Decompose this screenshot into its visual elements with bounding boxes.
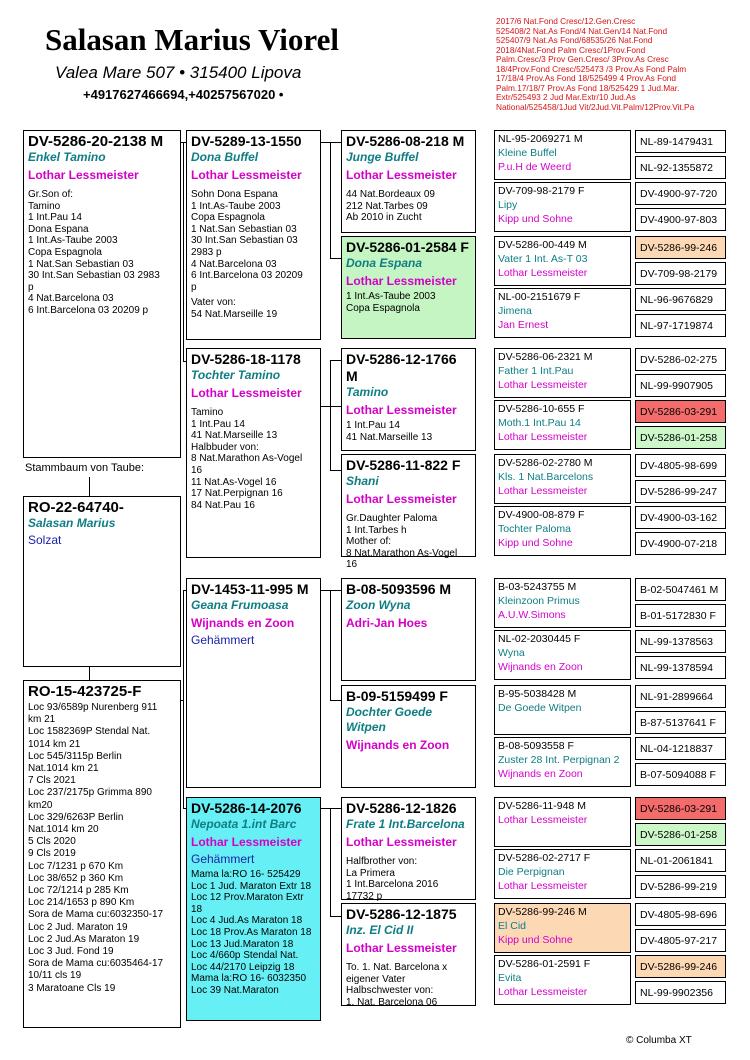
parent-card[interactable] [186,578,321,788]
ring-number: B-01-5172830 F [640,610,716,622]
g4-card[interactable] [635,604,726,627]
ring-number: DV-5286-01-2591 F [498,958,591,970]
ring-number: DV-5286-03-291 [640,803,718,815]
ring-number: NL-99-1378594 [640,662,713,674]
ring-number: DV-5289-13-1550 [191,133,302,149]
ring-number: NL-89-1479431 [640,136,713,148]
g3-card[interactable] [494,903,631,953]
pigeon-color: Gehämmert [191,852,255,866]
ring-number: NL-91-2899664 [640,691,713,703]
g3-card[interactable] [494,400,631,450]
ring-number: DV-5286-20-2138 M [28,133,164,150]
pigeon-name: Shani [346,474,379,488]
owner-name: Jan Ernest [498,319,549,331]
pigeon-name: El Cid [498,920,527,932]
ring-number: DV-5286-99-246 M [498,906,587,918]
pigeon-name: Wyna [498,647,525,659]
pigeon-color: Solzat [28,533,62,547]
pigeon-name: Geana Frumoasa [191,598,289,612]
g4-card[interactable] [635,875,726,898]
g4-card[interactable] [635,182,726,205]
g4-card[interactable] [635,737,726,760]
ring-number: DV-4805-98-699 [640,460,718,472]
owner-name: Lothar Lessmeister [191,386,302,400]
ro-father-card[interactable] [23,496,181,667]
pigeon-info: Loc 93/6589p Nurenberg 911 km 21 Loc 1582369P Stendal Nat. 1014 km 21 Loc 545/3115p Berlin Nat.1014 km 21 7 Cls 2021 Loc 237/2175p Grimma 890 km20 Loc 329/6263P Berlin Nat.1014 km 20 5 Cls 2020 9 Cls 2019 Loc 7/1231 p 670 Km Loc 38/652 p 360 Km Loc 72/1214 p 285 Km Loc 214/1653 p 890 Km Sora de Mama cu:6032350-17 Loc 2 Jud. Maraton 19 Loc 2 Jud.As Maraton 19 Loc 3 Jud. Fond 19 Sora de Mama cu:6035464-17 10/11 cls 19 3 Maratoane Cls 19 [28,702,164,994]
g4-card[interactable] [635,480,726,503]
g4-card[interactable] [635,288,726,311]
main-pigeon-card[interactable] [23,130,181,458]
owner-name: Wijnands en Zoon [498,661,583,673]
owner-name: Lothar Lessmeister [498,485,588,497]
g4-card[interactable] [635,262,726,285]
owner-name: Kipp und Sohne [498,934,573,946]
ring-number: DV-5286-03-291 [640,406,718,418]
ring-number: DV-709-98-2179 F [498,185,585,197]
g3-card[interactable] [494,506,631,556]
ring-number: NL-01-2061841 [640,855,713,867]
ring-number: NL-96-9676829 [640,294,713,306]
ring-number: DV-5286-99-246 [640,961,718,973]
ring-number: DV-5286-99-219 [640,881,718,893]
ring-number: DV-709-98-2179 [640,268,718,280]
g3-card[interactable] [494,630,631,680]
ring-number: RO-15-423725-F [28,683,142,700]
grandparent-card[interactable] [341,685,476,788]
ring-number: DV-5286-11-948 M [498,800,586,812]
owner-name: Wijnands en Zoon [191,616,295,630]
g4-card[interactable] [635,578,726,601]
owner-name: P.u.H de Weerd [498,161,572,173]
owner-name: Wijnands en Zoon [346,738,450,752]
g4-card[interactable] [635,208,726,231]
grandparent-card[interactable] [341,236,476,339]
pigeon-info: Gr.Daughter Paloma 1 Int.Tarbes h Mother of: 8 Nat.Marathon As-Vogel 16 [346,513,458,571]
pigeon-name: Evita [498,972,522,984]
g4-card[interactable] [635,374,726,397]
page-title: Salasan Marius Viorel [45,22,339,57]
ring-number: B-03-5243755 M [498,581,577,593]
g4-card[interactable] [635,506,726,529]
g4-card[interactable] [635,532,726,555]
g4-card[interactable] [635,955,726,978]
grandparent-card[interactable] [341,797,476,900]
owner-name: Lothar Lessmeister [498,431,588,443]
ring-number: DV-5286-11-822 F [346,457,461,473]
ring-number: B-07-5094088 F [640,769,716,781]
ring-number: DV-5286-02-2717 F [498,852,591,864]
results-summary [496,17,746,112]
pigeon-name: Dochter Goede Witpen [346,705,433,734]
g4-card[interactable] [635,426,726,449]
stammbaum-label: Stammbaum von Taube: [25,462,145,474]
pigeon-name: Lipy [498,199,518,211]
ring-number: DV-5286-00-449 M [498,239,587,251]
g4-card[interactable] [635,314,726,337]
ring-number: DV-4900-97-803 [640,214,718,226]
g4-card[interactable] [635,400,726,423]
ring-number: DV-4900-97-720 [640,188,718,200]
ring-number: DV-5286-10-655 F [498,403,585,415]
owner-name: Lothar Lessmeister [346,941,457,955]
pigeon-info: Halfbrother von: La Primera 1 Int.Barcelona 2016 17732 p [346,856,439,902]
pigeon-name: Jimena [498,305,532,317]
g4-card[interactable] [635,348,726,371]
result-line: Palm.17/18/7 Prov.As Fond 18/525429 1 Jud.Mar. [496,82,680,93]
grandparent-card[interactable] [341,578,476,681]
result-line: 2018/4Nat.Fond Palm Cresc/1Prov.Fond [496,44,646,55]
g3-card[interactable] [494,797,631,847]
g3-card[interactable] [494,849,631,899]
g4-card[interactable] [635,797,726,820]
pigeon-name: Kls. 1 Nat.Barcelons [498,471,594,483]
pigeon-info: Sohn Dona Espana 1 Int.As-Taube 2003 Copa Espagnola 1 Nat.San Sebastian 03 30 Int.San Sebastian 03 2983 p 4 Nat.Barcelona 03 6 Int.Barcelona 03 20209 p Vater von: 54 Nat.Marseille 19 [191,189,303,320]
ring-number: B-09-5159499 F [346,688,448,704]
g4-card[interactable] [635,685,726,708]
ring-number: DV-4805-98-696 [640,909,718,921]
copyright: © Columba XT [626,1035,692,1046]
pigeon-color: Gehämmert [191,633,255,647]
owner-name: A.U.W.Simons [498,609,566,621]
pigeon-name: Junge Buffel [346,150,419,164]
pigeon-name: Tochter Paloma [498,523,571,535]
grandparent-card[interactable] [341,348,476,451]
pigeon-name: Tamino [346,385,389,399]
owner-name: Lothar Lessmeister [498,986,588,998]
owner-name: Lothar Lessmeister [498,814,588,826]
pigeon-name: Nepoata 1.int Barc [191,817,297,831]
pigeon-name: Dona Buffel [191,150,259,164]
ring-number: DV-5286-12-1766 M [346,351,457,384]
pigeon-name: Dona Espana [346,256,423,270]
pigeon-name: Kleine Buffel [498,147,557,159]
g4-card[interactable] [635,903,726,926]
g4-card[interactable] [635,656,726,679]
g4-card[interactable] [635,763,726,786]
ring-number: NL-95-2069271 M [498,133,583,145]
pigeon-name: Inz. El Cid II [346,923,414,937]
g3-card[interactable] [494,685,631,735]
pigeon-name: Father 1 Int.Pau [498,365,574,377]
pigeon-name: Vater 1 Int. As-T 03 [498,253,588,265]
grandparent-card[interactable] [341,454,476,571]
ring-number: NL-99-1378563 [640,636,713,648]
ring-number: DV-5286-02-275 [640,354,718,366]
pigeon-name: Zuster 28 Int. Perpignan 2 [498,754,620,766]
owner-name: Lothar Lessmeister [346,274,457,288]
ring-number: DV-5286-12-1826 [346,800,457,816]
pigeon-info: Tamino 1 Int.Pau 14 41 Nat.Marseille 13 Halbbuder von: 8 Nat.Marathon As-Vogel 16 11 Nat.As-Vogel 16 17 Nat.Perpignan 16 84 Nat.Pau 16 [191,407,303,511]
g3-card[interactable] [494,182,631,232]
result-line: 525407/9 Nat.As Fond/68535/26 Nat.Fond [496,35,653,45]
g4-card[interactable] [635,130,726,153]
pigeon-info: To. 1. Nat. Barcelona x eigener Vater Halbschwester von: 1. Nat. Barcelona 06 [346,962,448,1008]
pigeon-name: Kleinzoon Primus [498,595,580,607]
ring-number: DV-5286-14-2076 [191,800,302,816]
owner-name: Wijnands en Zoon [498,768,583,780]
parent-card[interactable] [186,130,321,340]
ring-number: DV-4900-03-162 [640,512,718,524]
ring-number: DV-5286-99-246 [640,242,718,254]
owner-name: Kipp und Sohne [498,213,573,225]
g3-card[interactable] [494,236,631,286]
ring-number: DV-4900-07-218 [640,538,718,550]
ring-number: NL-99-9907905 [640,380,713,392]
ring-number: DV-5286-01-258 [640,432,718,444]
grandparent-card[interactable] [341,903,476,1006]
g3-card[interactable] [494,955,631,1005]
g4-card[interactable] [635,823,726,846]
pigeon-name: Tochter Tamino [191,368,281,382]
pigeon-name: Salasan Marius [28,516,116,530]
pigeon-name: Frate 1 Int.Barcelona [346,817,465,831]
ring-number: DV-5286-12-1875 [346,906,457,922]
pigeon-info: Mama la:RO 16- 525429 Loc 1 Jud. Maraton Extr 18 Loc 12 Prov.Maraton Extr 18 Loc 4 Jud.As Maraton 18 Loc 18 Prov.As Maraton 18 Loc 13 Jud.Maraton 18 Loc 4/660p Stendal Nat. Loc 44/2170 Leipzig 18 Mama la:RO 16- 6032350 Loc 39 Nat.Maraton [191,869,312,996]
owner-name: Adri-Jan Hoes [346,616,428,630]
ring-number: NL-00-2151679 F [498,291,581,303]
g4-card[interactable] [635,711,726,734]
ring-number: DV-5286-08-218 M [346,133,465,149]
ring-number: DV-4900-08-879 F [498,509,585,521]
owner-name: Lothar Lessmeister [498,880,588,892]
owner-name: Kipp und Sohne [498,537,573,549]
g3-card[interactable] [494,288,631,338]
ring-number: RO-22-64740- [28,499,124,516]
breeder-phone: +4917627466694,+40257567020 • [83,87,284,102]
ring-number: B-08-5093596 M [346,581,452,597]
g3-card[interactable] [494,578,631,628]
ring-number: NL-99-9902356 [640,987,713,999]
g3-card[interactable] [494,454,631,504]
g4-card[interactable] [635,849,726,872]
ring-number: B-02-5047461 M [640,584,719,596]
breeder-address: Valea Mare 507 • 315400 Lipova [55,63,302,82]
ring-number: NL-02-2030445 F [498,633,581,645]
pigeon-info: Gr.Son of: Tamino 1 Int.Pau 14 Dona Espana 1 Int.As-Taube 2003 Copa Espagnola 1 Nat.San Sebastian 03 30 Int.San Sebastian 03 2983 p 4 Nat.Barcelona 03 6 Int.Barcelona 03 20209 p [28,189,160,316]
owner-name: Lothar Lessmeister [346,492,457,506]
g4-card[interactable] [635,929,726,952]
ring-number: DV-4805-97-217 [640,935,718,947]
ring-number: NL-97-1719874 [640,320,713,332]
g4-card[interactable] [635,156,726,179]
result-line: Extr/525493 2 Jud Mar.Extr/10 Jud.As [496,92,636,102]
result-line: 2017/6 Nat.Fond Cresc/12.Gen.Cresc [496,16,636,26]
grandparent-card[interactable] [341,130,476,233]
pigeon-name: De Goede Witpen [498,702,582,714]
ring-number: DV-5286-18-1178 [191,351,301,367]
ring-number: NL-04-1218837 [640,743,713,755]
pigeon-name: Zoon Wyna [346,598,411,612]
owner-name: Lothar Lessmeister [498,379,588,391]
owner-name: Lothar Lessmeister [28,168,139,182]
g3-card[interactable] [494,348,631,398]
owner-name: Lothar Lessmeister [191,168,302,182]
result-line: Palm.Cresc/3 Prov Gen.Cresc/ 3Prov.As Cresc [496,54,669,64]
parent-card[interactable] [186,348,321,558]
pigeon-name: Die Perpignan [498,866,565,878]
ring-number: B-08-5093558 F [498,740,574,752]
owner-name: Lothar Lessmeister [191,835,302,849]
ring-number: DV-5286-02-2780 M [498,457,593,469]
g4-card[interactable] [635,630,726,653]
ring-number: DV-5286-01-258 [640,829,718,841]
ring-number: B-95-5038428 M [498,688,577,700]
pigeon-info: 44 Nat.Bordeaux 09 212 Nat.Tarbes 09 Ab 2010 in Zucht [346,189,435,224]
owner-name: Lothar Lessmeister [346,835,457,849]
ring-number: DV-5286-06-2321 M [498,351,593,363]
ring-number: NL-92-1355872 [640,162,713,174]
ring-number: DV-5286-99-247 [640,486,718,498]
pigeon-name: Enkel Tamino [28,150,106,164]
result-line: 18/4Prov.Fond Cresc/525473 /3 Prov.As Fond Palm [496,63,687,74]
owner-name: Lothar Lessmeister [346,168,457,182]
g4-card[interactable] [635,236,726,259]
g4-card[interactable] [635,981,726,1004]
ring-number: DV-1453-11-995 M [191,581,309,597]
ring-number: DV-5286-01-2584 F [346,239,469,255]
result-line: 525408/2 Nat.As Fond/4 Nat.Gen/14 Nat.Fond [496,25,668,36]
result-line: 17/18/4 Prov.As Fond 18/525499 4 Prov.As Fond [496,73,677,83]
g3-card[interactable] [494,130,631,180]
ring-number: B-87-5137641 F [640,717,716,729]
result-line: National/525458/1Jud Vit/2Jud.Vit.Palm/12Prov.Vit.Pa [496,101,695,112]
ro-mother-card[interactable] [23,680,181,1028]
pigeon-info: 1 Int.As-Taube 2003 Copa Espagnola [346,291,436,314]
g4-card[interactable] [635,454,726,477]
pigeon-name: Moth.1 Int.Pau 14 [498,417,581,429]
parent-card[interactable] [186,797,321,1021]
owner-name: Lothar Lessmeister [346,403,457,417]
g3-card[interactable] [494,737,631,787]
pigeon-info: 1 Int.Pau 14 41 Nat.Marseille 13 [346,420,433,443]
owner-name: Lothar Lessmeister [498,267,588,279]
